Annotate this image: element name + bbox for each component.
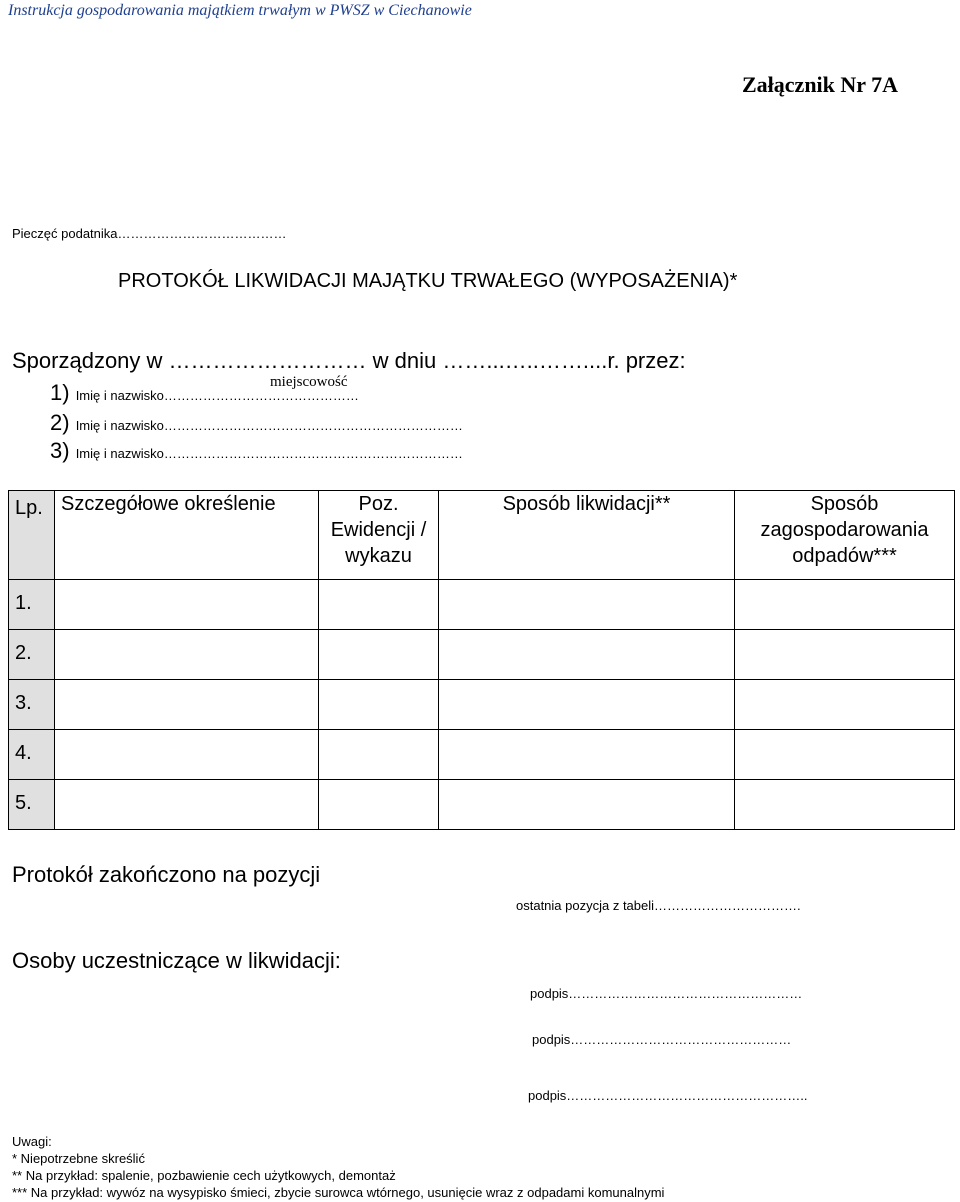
notes-block	[12, 1133, 664, 1201]
running-header: Instrukcja gospodarowania majątkiem trwałym w PWSZ w Ciechanowie	[8, 2, 472, 19]
header-lp: Lp.	[9, 491, 55, 580]
cell-method[interactable]	[439, 630, 735, 680]
closed-at-label: Protokół zakończono na pozycji	[12, 862, 321, 887]
signature-line-2: podpis……………………………………………	[532, 1032, 792, 1047]
cell-record[interactable]	[319, 630, 439, 680]
document-title: PROTOKÓŁ LIKWIDACJI MAJĄTKU TRWAŁEGO (WYPOSAŻENIA)*	[118, 270, 738, 292]
cell-waste[interactable]	[735, 730, 955, 780]
liquidation-table	[8, 490, 955, 830]
person-line-2	[50, 410, 463, 436]
cell-record[interactable]	[319, 780, 439, 830]
place-caption: miejscowość	[270, 374, 348, 390]
table-row	[9, 780, 955, 830]
table-row	[9, 730, 955, 780]
table-header-row	[9, 491, 955, 580]
cell-details[interactable]	[55, 630, 319, 680]
person-number: 1)	[50, 380, 70, 405]
cell-record[interactable]	[319, 730, 439, 780]
person-name-field: Imię i nazwisko……………………………………………………………	[75, 418, 463, 433]
person-number: 3)	[50, 438, 70, 463]
table-row	[9, 630, 955, 680]
row-number: 5.	[9, 780, 55, 830]
header-waste: Sposób zagospodarowania odpadów***	[735, 491, 955, 580]
person-name-field: Imię i nazwisko………………………………………	[75, 388, 359, 403]
note-1: * Niepotrzebne skreślić	[12, 1151, 145, 1166]
person-line-3	[50, 438, 463, 464]
signature-line-3: podpis………………………………………………..	[528, 1088, 808, 1103]
cell-waste[interactable]	[735, 630, 955, 680]
cell-details[interactable]	[55, 730, 319, 780]
participants-label: Osoby uczestniczące w likwidacji:	[12, 948, 341, 973]
cell-details[interactable]	[55, 680, 319, 730]
cell-method[interactable]	[439, 730, 735, 780]
last-position-field: ostatnia pozycja z tabeli…………………………….	[516, 898, 801, 913]
cell-details[interactable]	[55, 580, 319, 630]
made-in-line: Sporządzony w ……………………… w dniu ……...…..……....r. przez:	[12, 348, 686, 373]
person-number: 2)	[50, 410, 70, 435]
notes-title: Uwagi:	[12, 1134, 52, 1149]
cell-details[interactable]	[55, 780, 319, 830]
cell-method[interactable]	[439, 680, 735, 730]
header-method: Sposób likwidacji**	[439, 491, 735, 580]
row-number: 4.	[9, 730, 55, 780]
table-row	[9, 580, 955, 630]
note-2: ** Na przykład: spalenie, pozbawienie cech użytkowych, demontaż	[12, 1168, 396, 1183]
cell-method[interactable]	[439, 580, 735, 630]
cell-waste[interactable]	[735, 780, 955, 830]
person-line-1	[50, 380, 359, 406]
table-row	[9, 680, 955, 730]
cell-waste[interactable]	[735, 680, 955, 730]
note-3: *** Na przykład: wywóz na wysypisko śmieci, zbycie surowca wtórnego, usunięcie wraz z odpadami komunalnymi	[12, 1185, 665, 1200]
row-number: 1.	[9, 580, 55, 630]
row-number: 2.	[9, 630, 55, 680]
cell-method[interactable]	[439, 780, 735, 830]
header-record: Poz. Ewidencji / wykazu	[319, 491, 439, 580]
cell-record[interactable]	[319, 580, 439, 630]
stamp-line: Pieczęć podatnika…………………………………	[12, 226, 287, 241]
row-number: 3.	[9, 680, 55, 730]
cell-waste[interactable]	[735, 580, 955, 630]
annex-number: Załącznik Nr 7A	[742, 72, 899, 97]
cell-record[interactable]	[319, 680, 439, 730]
header-details: Szczegółowe określenie	[55, 491, 319, 580]
person-name-field: Imię i nazwisko……………………………………………………………	[75, 446, 463, 461]
signature-line-1: podpis………………………………………………	[530, 986, 803, 1001]
